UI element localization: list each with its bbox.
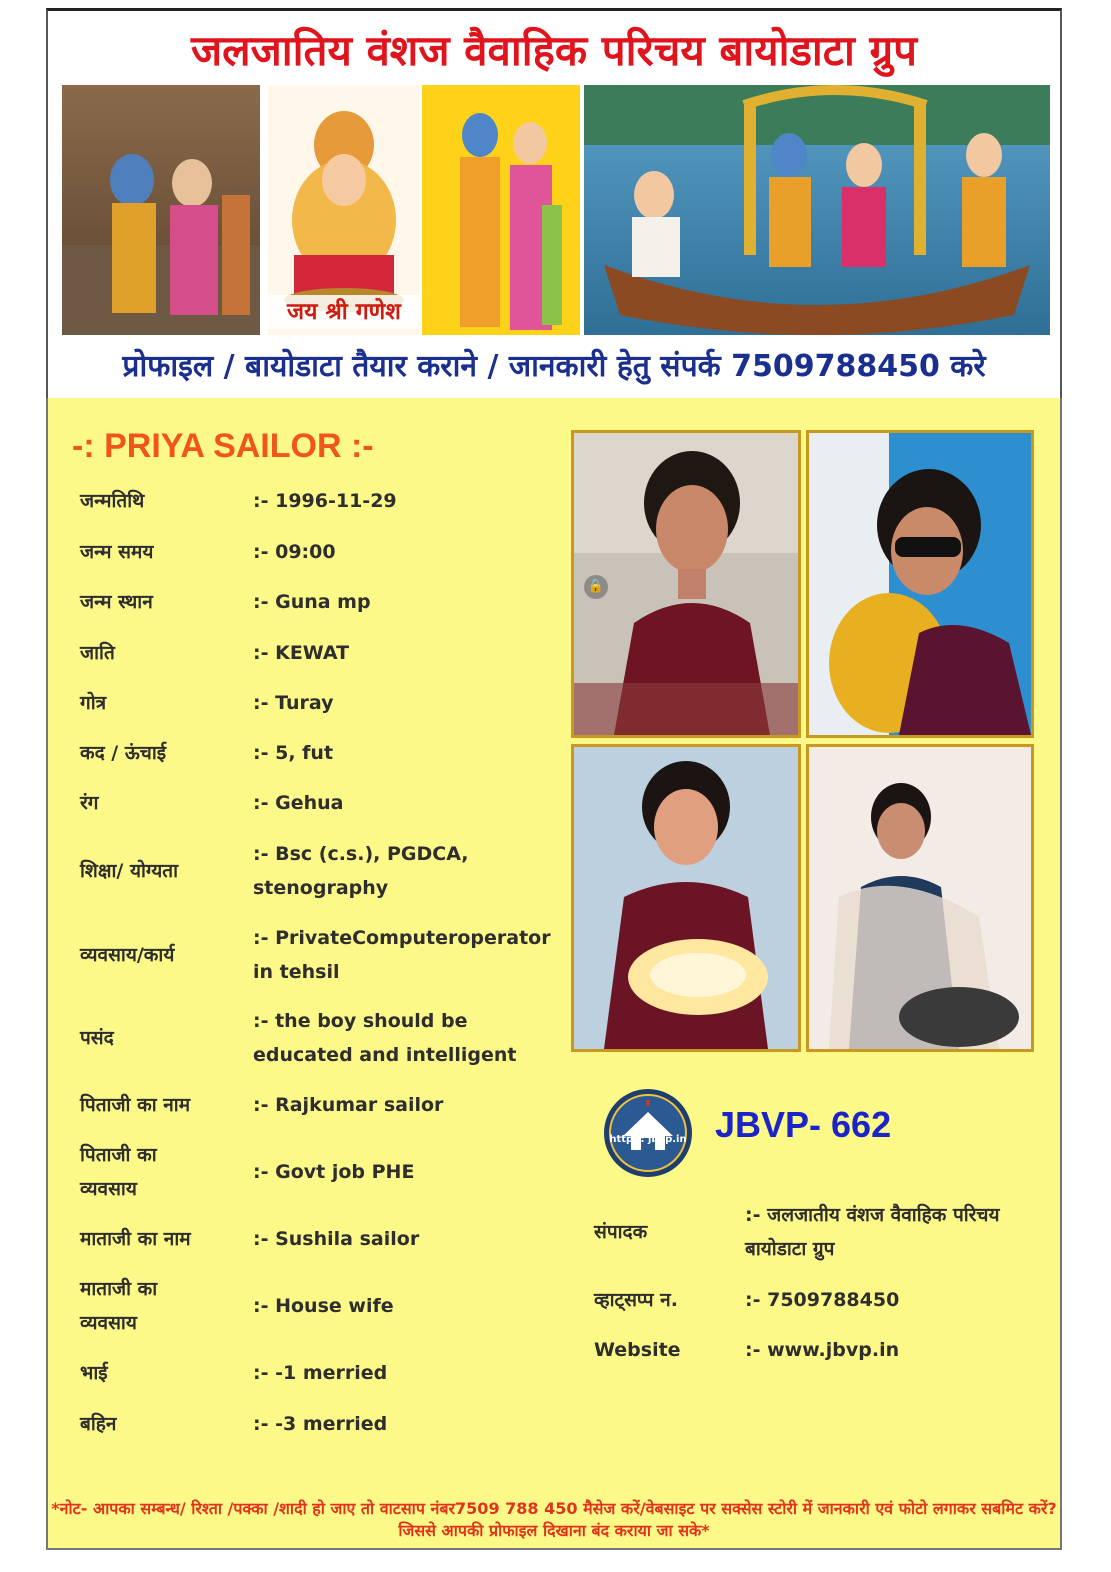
value-editor: :- जलजातीय वंशज वैवाहिक परिचय बायोडाटा ग्रुप [745,1204,1000,1260]
label-father-occupation: पिताजी का व्यवसाय [80,1144,157,1200]
value-brothers: :- -1 merried [253,1362,388,1384]
value-height: :- 5, fut [253,742,334,764]
group-title: जलजातिय वंशज वैवाहिक परिचय बायोडाटा ग्रुप [190,26,918,75]
value-sisters: :- -3 merried [253,1413,388,1435]
label-gotra: गोत्र [80,692,107,714]
profile-photo-2 [806,430,1034,738]
value-whatsapp: :- 7509788450 [745,1289,900,1311]
label-birth-time: जन्म समय [80,541,154,563]
label-sisters: बहिन [80,1413,117,1435]
footer-note: *नोट- आपका सम्बन्ध/ रिश्ता /पक्का /शादी हो जाए तो वाटसाप नंबर7509 788 450 मैसेज करें/वेबसाइट पर सक्सेस स्टोरी में जानकारी एवं फोटो लगाकर सबमिट करें? जिससे आपकी प्रोफाइल दिखाना बंद कराया जा सके* [51,1499,1057,1540]
value-caste: :- KEWAT [253,642,350,664]
profile-photo-1 [571,430,801,738]
profile-panel [46,398,1062,1550]
label-education: शिक्षा/ योग्यता [80,860,178,882]
value-birth-place: :- Guna mp [253,591,371,613]
profile-photo-4 [806,744,1034,1052]
ram-sita-image [62,85,260,335]
label-website: Website [594,1339,681,1361]
label-whatsapp: व्हाट्सप्प न. [594,1289,678,1311]
value-education: :- Bsc (c.s.), PGDCA, stenography [253,843,469,899]
logo-url-text: http//: jbvp.in [609,1134,687,1145]
value-occupation: :- PrivateComputeroperator in tehsil [253,927,551,983]
label-birth-date: जन्मतिथि [80,490,145,512]
label-occupation: व्यवसाय/कार्य [80,944,175,966]
value-father-occupation: :- Govt job PHE [253,1161,415,1183]
profile-id: JBVP- 662 [715,1104,892,1145]
value-birth-date: :- 1996-11-29 [253,490,397,512]
label-birth-place: जन्म स्थान [80,591,153,613]
value-mother-occupation: :- House wife [253,1295,394,1317]
label-editor: संपादक [594,1221,648,1243]
label-brothers: भाई [80,1362,108,1384]
value-website: :- www.jbvp.in [745,1339,900,1361]
label-mother-name: माताजी का नाम [80,1228,191,1250]
label-height: कद / ऊंचाई [80,742,167,764]
label-father-name: पिताजी का नाम [80,1094,191,1116]
profile-name: -: PRIYA SAILOR :- [72,427,374,465]
ram-boat-image [584,85,1050,335]
value-gotra: :- Turay [253,692,334,714]
label-preference: पसंद [80,1027,114,1049]
header-banner [46,8,1062,401]
jbvp-logo [603,1088,693,1178]
lock-icon: 🔒 [584,575,608,599]
profile-photo-3 [571,744,801,1052]
contact-line: प्रोफाइल / बायोडाटा तैयार कराने / जानकारी हेतु संपर्क 7509788450 करे [122,349,986,384]
value-birth-time: :- 09:00 [253,541,336,563]
label-caste: जाति [80,642,115,664]
value-preference: :- the boy should be educated and intelligent [253,1010,517,1066]
value-complexion: :- Gehua [253,792,344,814]
label-mother-occupation: माताजी का व्यवसाय [80,1278,158,1334]
label-complexion: रंग [80,792,99,814]
ram-sita-yellow-image [422,85,580,335]
ganesh-caption: जय श्री गणेश [268,295,420,329]
value-mother-name: :- Sushila sailor [253,1228,420,1250]
value-father-name: :- Rajkumar sailor [253,1094,444,1116]
